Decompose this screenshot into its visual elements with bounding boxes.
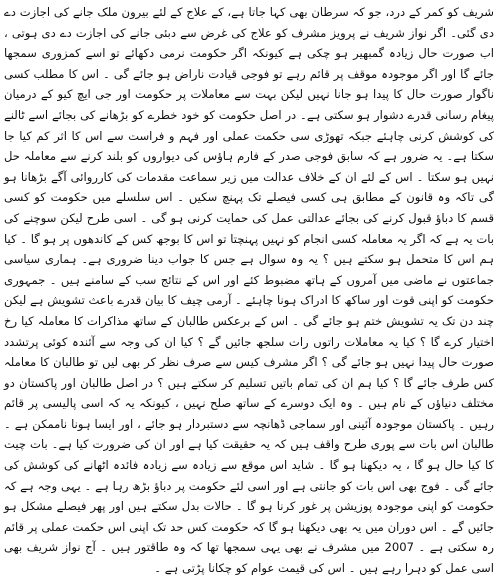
article-paragraph: شریف کو کمر کے درد، جو کہ سرطان بھی کہا جاتا ہے، کے علاج کے لئے بیرون ملک جانے کی اجازت دے دی گئی۔ اگر نواز شریف نے پرویز مشرف کو علاج کی غرض سے دبئی جانے کی اجازت دے دی ہوتی ، اب صورت حال زیادہ گمبھیر ہو چکی ہے کیونکہ اگر حکومت نرمی دکھائے تو اسے کمزوری سمجھا جائے گا اور اگر موجودہ موقف پر قائم رہے تو فوجی قیادت ناراض ہو جائے گی ۔ اس کا مطلب کسی ناگوار صورت حال کا پیدا ہو جانا نہیں لیکن بہت سے معاملات پر حکومت اور جی ایچ کیو کے درمیان پیغام رسانی قدرے دشوار ہو سکتی ہے۔ در اصل حکومت کو خود خطرے کو بڑھانے کی بجائے اسے ٹالنے کی کوشش کرنی چاہئے جبکہ تھوڑی سی حکمت عملی اور فہم و فراست سے اس کا اثر کم کیا جا سکتا ہے۔ یہ ضرور ہے کہ سابق فوجی صدر کے فارم ہاؤس کی دیواروں کو بلند کرنے سے معاملہ حل نہیں ہو سکتا ۔ اس کے لئے ان کے خلاف عدالت میں زیر سماعت مقدمات کی کارروائی آگے بڑھانا ہو گی تاکہ وہ قانون کے مطابق ہی کسی فیصلے تک پہنچ سکیں ۔ اس سلسلے میں حکومت کو کسی قسم کا دباؤ قبول کرنے کی بجائے عدالتی عمل کی حمایت کرنی ہو گی ۔ اسی طرح لیکن سوچنے کی بات یہ ہے کہ اگر یہ معاملہ کسی انجام کو نہیں پہنچتا تو اس کا بوجھ کس کے کاندھوں پر ہو گا ۔ کیا ہم اس کا متحمل ہو سکتے ہیں ؟ یہ وہ سوال ہے جس کا جواب دینا ضروری ہے۔ ہماری سیاسی جماعتوں نے ماضی میں آمروں کے ہاتھ مضبوط کئے اور اس کے نتائج سب کے سامنے ہیں ۔ جمہوری حکومت کو اپنی قوت اور ساکھ کا ادراک ہونا چاہئے ۔ آرمی چیف کا بیان قدرے باعث تشویش ہے لیکن چند دن تک یہ تشویش ختم ہو جائے گی ۔ اس کے برعکس طالبان کے ساتھ مذاکرات کا معاملہ کیا رخ اختیار کرے گا ؟ کیا یہ معاملات راتوں رات سلجھ جائیں گے ؟ کیا ان کی وجہ سے آئندہ کوئی پرتشدد صورت حال پیدا نہیں ہو جائے گی ؟ اگر مشرف کیس سے صرف نظر کر بھی لیں تو طالبان کا معاملہ کس طرف جائے گا ؟ کیا ہم ان کی تمام باتیں تسلیم کر سکتے ہیں ؟ در اصل طالبان اور پاکستان دو مختلف دنیاؤں کے نام ہیں ۔ وہ ایک دوسرے کے ساتھ صلح نہیں ، کیونکہ یہ کہ اسی پالیسی پر قائم رہیں ۔ پاکستان موجودہ آئینی اور سماجی ڈھانچہ سے دستبردار ہو جائے ، اور ایسا ہونا ناممکن ہے ۔ طالبان اس بات سے پوری طرح واقف ہیں کہ یہ حقیقت کیا ہے اور ان کی ضرورت کیا ہے۔ بات چیت کا کیا حال ہو گا ، یہ دیکھنا ہو گا ۔ شاید اس موقع سے زیادہ سے زیادہ فائدہ اٹھانے کی کوشش کی جائے گی ۔ فوج بھی اس بات کو جانتی ہے اور اسی لئے حکومت پر دباؤ بڑھ رہا ہے ۔ یہی وجہ ہے کہ حکومت کو اپنی موجودہ پوزیشن پر غور کرنا ہو گا ۔ حالات بدل سکتے ہیں اور پھر فیصلے مشکل ہو جائیں گے ۔ اس دوران میں یہ بھی دیکھنا ہو گا کہ حکومت کس حد تک اپنی اس حکمت عملی پر قائم رہ سکتی ہے ۔ 2007 میں مشرف نے بھی یہی سمجھا تھا کہ وہ طاقتور ہیں ۔ آج نواز شریف بھی اسی عمل کو دہرا رہے ہیں ۔ اس کی قیمت عوام کو چکانا پڑتی ہے ۔ bbox=[4, 5, 494, 576]
article-body bbox=[4, 2, 494, 579]
